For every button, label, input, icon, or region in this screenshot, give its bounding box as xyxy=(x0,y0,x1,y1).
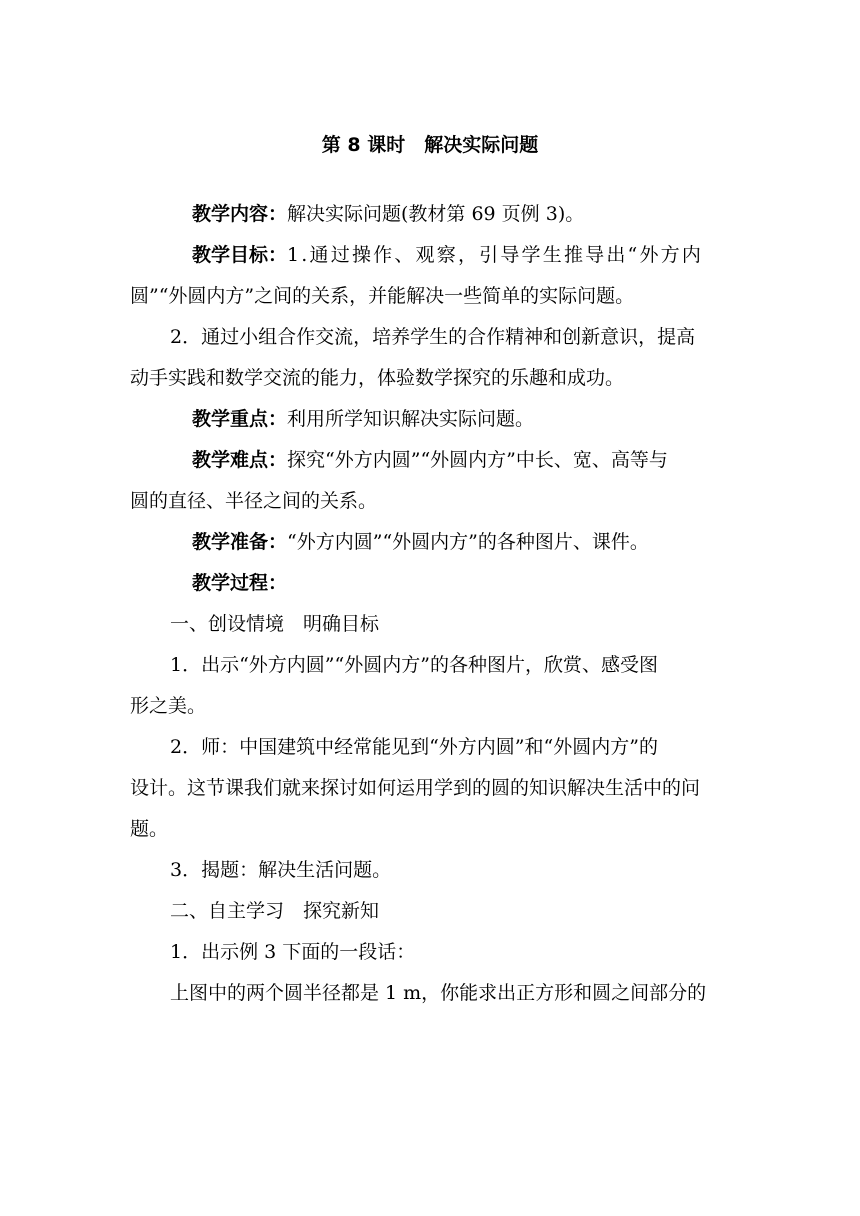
section2-quote-line1: 上图中的两个圆半径都是 1 m，你能求出正方形和圆之间部分的 xyxy=(170,982,707,1004)
objective-line1: 1.通过操作、观察，引导学生推导出“外方内 xyxy=(287,244,704,266)
objective-label: 教学目标： xyxy=(192,244,288,266)
teaching-objective xyxy=(130,235,732,276)
difficulty-line2: 圆的直径、半径之间的关系。 xyxy=(130,490,378,512)
document-body xyxy=(130,194,732,1014)
difficulty-line1: 探究“外方内圆”“外圆内方”中长、宽、高等与 xyxy=(287,449,668,471)
teaching-content xyxy=(130,194,732,235)
section1-item2-line1: 2．师：中国建筑中经常能见到“外方内圆”和“外圆内方”的 xyxy=(170,736,658,758)
objective-point2-line2: 动手实践和数学交流的能力，体验数学探究的乐趣和成功。 xyxy=(130,367,625,389)
section1-heading: 一、创设情境 明确目标 xyxy=(170,613,380,635)
preparation-label: 教学准备： xyxy=(192,531,288,553)
section1-item1-line2: 形之美。 xyxy=(130,695,207,717)
section2-item1: 1．出示例 3 下面的一段话： xyxy=(170,941,416,963)
difficulty-label: 教学难点： xyxy=(192,449,288,471)
key-point xyxy=(130,399,732,440)
objective-line2: 圆”“外圆内方”之间的关系，并能解决一些简单的实际问题。 xyxy=(130,285,635,307)
preparation-text: “外方内圆”“外圆内方”的各种图片、课件。 xyxy=(287,531,649,553)
content-label: 教学内容： xyxy=(192,203,288,225)
objective-point2-line1: 2．通过小组合作交流，培养学生的合作精神和创新意识，提高 xyxy=(170,326,696,348)
section1-item3: 3．揭题：解决生活问题。 xyxy=(170,859,392,881)
preparation xyxy=(130,522,732,563)
content-text: 解决实际问题(教材第 69 页例 3)。 xyxy=(287,203,585,225)
process-label xyxy=(130,563,732,604)
process-label-text: 教学过程： xyxy=(192,572,288,594)
difficulty xyxy=(130,440,732,481)
key-point-label: 教学重点： xyxy=(192,408,288,430)
section2-heading: 二、自主学习 探究新知 xyxy=(170,900,380,922)
section1-item1-line1: 1．出示“外方内圆”“外圆内方”的各种图片，欣赏、感受图 xyxy=(170,654,658,676)
page-title: 第 8 课时 解决实际问题 xyxy=(321,134,539,156)
section1-item2-line3: 题。 xyxy=(130,818,169,840)
section1-item2-line2: 设计。这节课我们就来探讨如何运用学到的圆的知识解决生活中的问 xyxy=(130,777,701,799)
key-point-text: 利用所学知识解决实际问题。 xyxy=(287,408,535,430)
